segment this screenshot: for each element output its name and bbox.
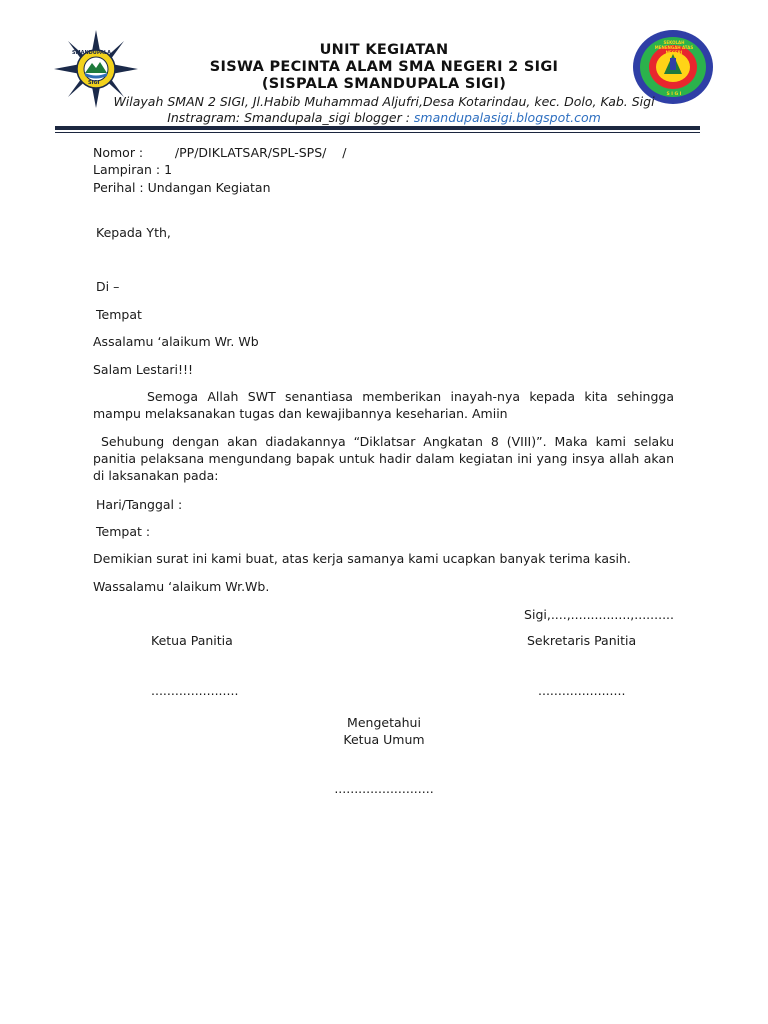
closing-wassalam: Wassalamu ‘alaikum Wr.Wb. bbox=[93, 579, 270, 594]
org-social bbox=[0, 110, 768, 125]
paragraph-closing: Demikian surat ini kami buat, atas kerja samanya kami ucapkan banyak terima kasih. bbox=[93, 551, 631, 566]
field-tempat: Tempat : bbox=[96, 524, 151, 539]
greeting-assalamu: Assalamu ‘alaikum Wr. Wb bbox=[93, 334, 259, 349]
org-address: Wilayah SMAN 2 SIGI, Jl.Habib Muhammad Aljufri,Desa Kotarindau, kec. Dolo, Kab. Sigi bbox=[113, 94, 655, 109]
letter-nomor: Nomor : /PP/DIKLATSAR/SPL-SPS/ / bbox=[93, 145, 347, 160]
approval-title: Ketua Umum bbox=[343, 732, 425, 747]
greeting-lestari: Salam Lestari!!! bbox=[93, 362, 194, 377]
left-logo-text-bottom: SIGI bbox=[88, 80, 100, 86]
header-rule-thin bbox=[55, 132, 700, 133]
right-logo-text-top: SEKOLAH MENENGAH ATAS NEGERI bbox=[654, 40, 694, 55]
blog-link[interactable]: smandupalasigi.blogspot.com bbox=[413, 110, 601, 125]
right-logo-text-bottom: S I G I bbox=[666, 92, 682, 97]
letter-perihal: Perihal : Undangan Kegiatan bbox=[93, 180, 271, 195]
social-prefix: Instragram: Smandupala_sigi blogger : bbox=[167, 110, 414, 125]
approval-mengetahui: Mengetahui bbox=[347, 715, 421, 730]
signature-right-title: Sekretaris Panitia bbox=[527, 633, 637, 648]
left-logo-text-top: SMANDUPALA bbox=[72, 50, 111, 56]
place-date: Sigi,....,...............,.......... bbox=[524, 607, 674, 622]
signature-left-title: Ketua Panitia bbox=[151, 633, 233, 648]
letter-di: Di – bbox=[96, 279, 120, 294]
org-name-title: SISWA PECINTA ALAM SMA NEGERI 2 SIGI bbox=[209, 59, 559, 75]
letter-recipient: Kepada Yth, bbox=[96, 225, 171, 240]
paragraph-invitation: Sehubung dengan akan diadakannya “Diklatsar Angkatan 8 (VIII)”. Maka kami selaku panitia pelaksana mengundang bapak untuk hadir dalam kegiatan ini yang insya allah akan di laksanakan pada: bbox=[93, 434, 674, 483]
org-abbrev-title: (SISPALA SMANDUPALA SIGI) bbox=[261, 76, 507, 92]
signature-right-line: ...................... bbox=[538, 683, 626, 698]
field-hari-tanggal: Hari/Tanggal : bbox=[96, 497, 183, 512]
paragraph-opening: Semoga Allah SWT senantiasa memberikan inayah-nya kepada kita sehingga mampu melaksanakan tugas dan kewajibannya keseharian. Amiin bbox=[93, 389, 674, 421]
header-rule-thick bbox=[55, 126, 700, 130]
org-unit-title: UNIT KEGIATAN bbox=[319, 42, 449, 58]
signature-left-line: ...................... bbox=[151, 683, 239, 698]
letter-tempat-address: Tempat bbox=[96, 307, 142, 322]
approval-signature-line: ......................... bbox=[334, 781, 434, 796]
letter-lampiran: Lampiran : 1 bbox=[93, 162, 173, 177]
